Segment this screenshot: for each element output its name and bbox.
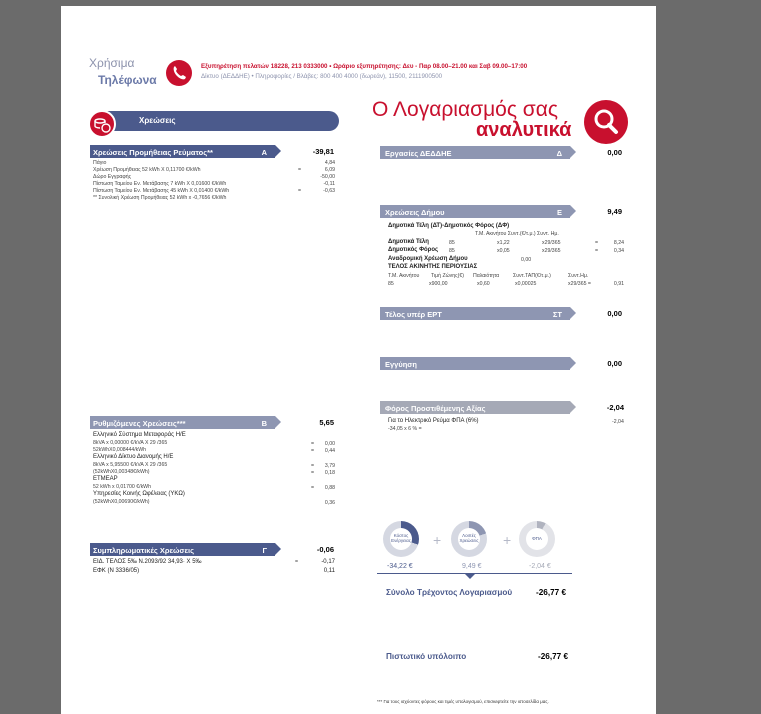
regulated-line-label: Ελληνικό Δίκτυο Διανομής Η/Ε	[93, 454, 174, 460]
municipal-label: Χρεώσεις Δήμου	[385, 208, 445, 217]
ert-code: ΣΤ	[552, 310, 562, 319]
arrow-right-icon	[570, 357, 576, 369]
regulated-charges-total: 5,65	[319, 418, 334, 427]
deddie-code: Δ	[556, 149, 562, 158]
supply-charges-code: Α	[261, 148, 267, 157]
regulated-line-eq: =	[311, 448, 315, 454]
supply-line-label: Πίστωση Ταμείου Εν. Μετάβασης 7 kWh X 0,01600 €/kWh	[93, 181, 227, 187]
charges-header	[106, 111, 339, 131]
current-total-value: -26,77 €	[536, 588, 567, 597]
misc-line-label: ΕΙΔ. ΤΕΛΟΣ 5‰ Ν.2093/92 34,93· X 5‰	[93, 559, 202, 565]
vat-line1-value: -2,04	[612, 419, 624, 425]
regulated-line-label: 8kVA x 5,95500 €/kVA X 29 /365	[93, 462, 168, 468]
municipal-bar	[380, 205, 570, 218]
regulated-line-label: 52kWhX0,008444/kWh	[93, 447, 147, 453]
regulated-line-eq: =	[311, 470, 315, 476]
ert-bar	[380, 307, 570, 320]
guarantee-bar	[380, 357, 570, 370]
tap-cell: x900,00	[429, 281, 448, 287]
misc-line-eq: =	[295, 559, 299, 565]
supply-line-value: -0,63	[323, 188, 335, 194]
municipal-row-days: x29/365	[542, 240, 561, 246]
municipal-retro-label: Αναδρομική Χρέωση Δήμου	[388, 256, 468, 262]
regulated-charges-label: Ρυθμιζόμενες Χρεώσεις***	[93, 419, 186, 428]
tap-cell: x0,00025	[515, 281, 537, 287]
plus-sign: +	[433, 532, 442, 548]
vat-bar	[380, 401, 570, 414]
arrow-right-icon	[275, 416, 281, 428]
regulated-line-value: 0,88	[324, 485, 335, 491]
regulated-line-eq: =	[311, 463, 315, 469]
regulated-line-eq: =	[311, 441, 315, 447]
supply-line-label: Χρέωση Προμήθειας 52 kWh X 0,11700 €/kWh	[93, 167, 201, 173]
phone-icon	[166, 60, 192, 86]
municipal-row-label: Δημοτικά Τέλη	[388, 239, 429, 245]
supply-charges-total: -39,81	[312, 147, 334, 156]
vat-total: -2,04	[606, 403, 624, 412]
misc-line-value: -0,17	[321, 559, 335, 565]
tap-col-head: Τιμή Ζώνης(€)	[431, 273, 464, 279]
tap-cell-value: 0,91	[613, 281, 624, 287]
deddie-label: Εργασίες ΔΕΔΔΗΕ	[385, 149, 452, 158]
arrow-right-icon	[275, 145, 281, 157]
footnote: *** Για τους ισχύοντες φόρους και τιμές υπολογισμού, επισκεφτείτε την ιστοσελίδα μας.	[377, 699, 549, 704]
vat-label: Φόρος Προστιθέμενης Αξίας	[385, 404, 486, 413]
regulated-charges-code: Β	[261, 419, 267, 428]
credit-balance-value: -26,77 €	[538, 652, 569, 661]
arrow-right-icon	[570, 146, 576, 158]
regulated-charges-bar	[90, 416, 275, 429]
network-line: Δίκτυο (ΔΕΔΔΗΕ) • Πληροφορίες / Βλάβες: 800 400 4000 (δωρεάν), 11500, 2111900500	[201, 73, 443, 80]
municipal-row-eq: =	[595, 240, 599, 246]
municipal-row-days: x29/365	[542, 248, 561, 254]
current-total-label: Σύνολο Τρέχοντος Λογαριασμού	[386, 588, 513, 597]
vat-line2: -34,05 x 6 % =	[388, 426, 422, 432]
tap-col-head: Τ.Μ. Ακινήτου	[388, 273, 420, 279]
tap-title: ΤΕΛΟΣ ΑΚΙΝΗΤΗΣ ΠΕΡΙΟΥΣΙΑΣ	[388, 264, 478, 270]
other-charges-value: 9,49 €	[462, 563, 482, 570]
municipal-row-label: Δημοτικός Φόρος	[388, 247, 439, 253]
municipal-row-value: 0,34	[613, 248, 624, 254]
tap-cell: x0,60	[477, 281, 490, 287]
regulated-line-value: 0,18	[324, 470, 335, 476]
supply-line-eq: =	[298, 188, 302, 194]
credit-balance-label: Πιστωτικό υπόλοιπο	[386, 652, 467, 661]
regulated-line-value: 3,79	[324, 463, 335, 469]
deddie-total: 0,00	[607, 148, 622, 157]
municipal-retro-value: 0,00	[521, 257, 532, 263]
supply-charges-label: Χρεώσεις Προμήθειας Ρεύματος**	[93, 148, 213, 157]
customer-service-line: Εξυπηρέτηση πελατών 18228, 213 0333000 • Ωράριο εξυπηρέτησης: Δευ - Παρ 08.00–21.00 και Σαβ 09.00–17:00	[201, 63, 528, 70]
supply-line-value: -50,00	[320, 174, 335, 180]
charges-title: Χρεώσεις	[139, 116, 176, 125]
arrow-right-icon	[570, 307, 576, 319]
regulated-line-value: 0,44	[324, 448, 335, 454]
misc-charges-total: -0,06	[316, 545, 334, 554]
guarantee-label: Εγγύηση	[385, 360, 418, 369]
supply-line-value: -0,11	[323, 181, 335, 187]
supply-line-label: ** Συνολική Χρέωση Προμήθειας 52 kWh x -0,7656 €/kWh	[93, 195, 227, 201]
regulated-line-label: 8kVA x 0,00000 €/kVA X 29 /365	[93, 440, 168, 446]
regulated-line-label: (52kWhX0,00348€/kWh)	[93, 469, 150, 475]
regulated-line-label: (52kWhX0,00690€/kWh)	[93, 499, 150, 505]
regulated-line-label: Υπηρεσίες Κοινής Ωφέλειας (ΥΚΩ)	[93, 491, 185, 497]
municipal-row-coef: x1,22	[497, 240, 510, 246]
regulated-line-label: ΕΤΜΕΑΡ	[93, 476, 118, 482]
deddie-bar	[380, 146, 570, 159]
misc-charges-code: Γ	[262, 546, 267, 555]
guarantee-total: 0,00	[607, 359, 622, 368]
arrow-right-icon	[570, 401, 576, 413]
supply-charges-bar	[90, 145, 275, 158]
coins-icon	[88, 110, 116, 138]
supply-line-value: 4,84	[324, 160, 335, 166]
tap-col-head: Συντ.ΤΑΠ(€/τ.μ.)	[513, 273, 551, 279]
misc-line-value: 0,11	[323, 568, 335, 574]
municipal-row-value: 8,24	[613, 240, 624, 246]
municipal-row-coef: x0,05	[497, 248, 510, 254]
other-charges-label: Λοιπές Χρεώσεις	[459, 533, 479, 543]
bill-title-line1: Ο Λογαριασμός σας	[372, 98, 559, 121]
municipal-row-area: 85	[449, 248, 455, 254]
misc-line-label: ΕΦΚ (Ν 3336/05)	[93, 568, 140, 574]
bill-title-line2: αναλυτικά	[476, 119, 572, 141]
regulated-line-eq: =	[311, 485, 315, 491]
vat-donut-label: ΦΠΑ	[532, 535, 542, 541]
misc-charges-label: Συμπληρωματικές Χρεώσεις	[93, 546, 195, 555]
search-icon	[584, 100, 628, 144]
supply-line-value: 6,09	[324, 167, 335, 173]
regulated-line-label: Ελληνικό Σύστημα Μεταφοράς Η/Ε	[93, 432, 186, 438]
municipal-col-head: Τ.Μ. Ακινήτου Συντ.(€/τ.μ.) Συντ. Ημ.	[475, 231, 559, 237]
tap-cell: x29/365 =	[568, 281, 591, 287]
arrow-right-icon	[570, 205, 576, 217]
caret-down-icon	[465, 574, 475, 579]
ert-total: 0,00	[607, 309, 622, 318]
summary-values-row	[377, 561, 572, 574]
arrow-right-icon	[275, 543, 281, 555]
municipal-subtitle: Δημοτικά Τέλη (ΔΤ)-Δημοτικός Φόρος (ΔΦ)	[388, 223, 510, 229]
tap-col-head: Συντ.Ημ.	[568, 273, 589, 279]
tap-cell: 85	[388, 281, 394, 287]
tap-col-head: Παλαιότητα	[473, 273, 500, 279]
energy-cost-donut	[383, 521, 419, 557]
plus-sign: +	[503, 532, 512, 548]
municipal-row-eq: =	[595, 248, 599, 254]
supply-line-eq: =	[298, 167, 302, 173]
municipal-row-area: 85	[449, 240, 455, 246]
useful-phones-line1: Χρήσιμα	[89, 56, 135, 70]
vat-value: -2,04 €	[529, 563, 551, 570]
municipal-code: Ε	[556, 208, 562, 217]
regulated-line-value: 0,00	[324, 441, 335, 447]
bill-page	[61, 6, 656, 714]
energy-cost-label: Κόστος Ενέργειας	[391, 533, 411, 543]
regulated-line-value: 0,36	[324, 500, 335, 506]
useful-phones-line2: Τηλέφωνα	[98, 73, 157, 87]
supply-line-label: Πάγιο	[93, 160, 107, 166]
supply-line-label: Πίστωση Ταμείου Εν. Μετάβασης 45 kWh X 0,01400 €/kWh	[93, 188, 230, 194]
supply-line-label: Δώρο Εγγραφής	[93, 174, 132, 180]
vat-line1: Για το Ηλεκτρικό Ρεύμα ΦΠΑ (6%)	[388, 418, 479, 424]
misc-charges-bar	[90, 543, 275, 556]
regulated-line-label: 52 kWh x 0,01700 €/kWh	[93, 484, 151, 490]
municipal-total: 9,49	[607, 207, 622, 216]
ert-label: Τέλος υπέρ ΕΡΤ	[385, 310, 442, 319]
other-charges-donut	[451, 521, 487, 557]
energy-cost-value: -34,22 €	[387, 563, 413, 570]
vat-donut	[519, 521, 555, 557]
